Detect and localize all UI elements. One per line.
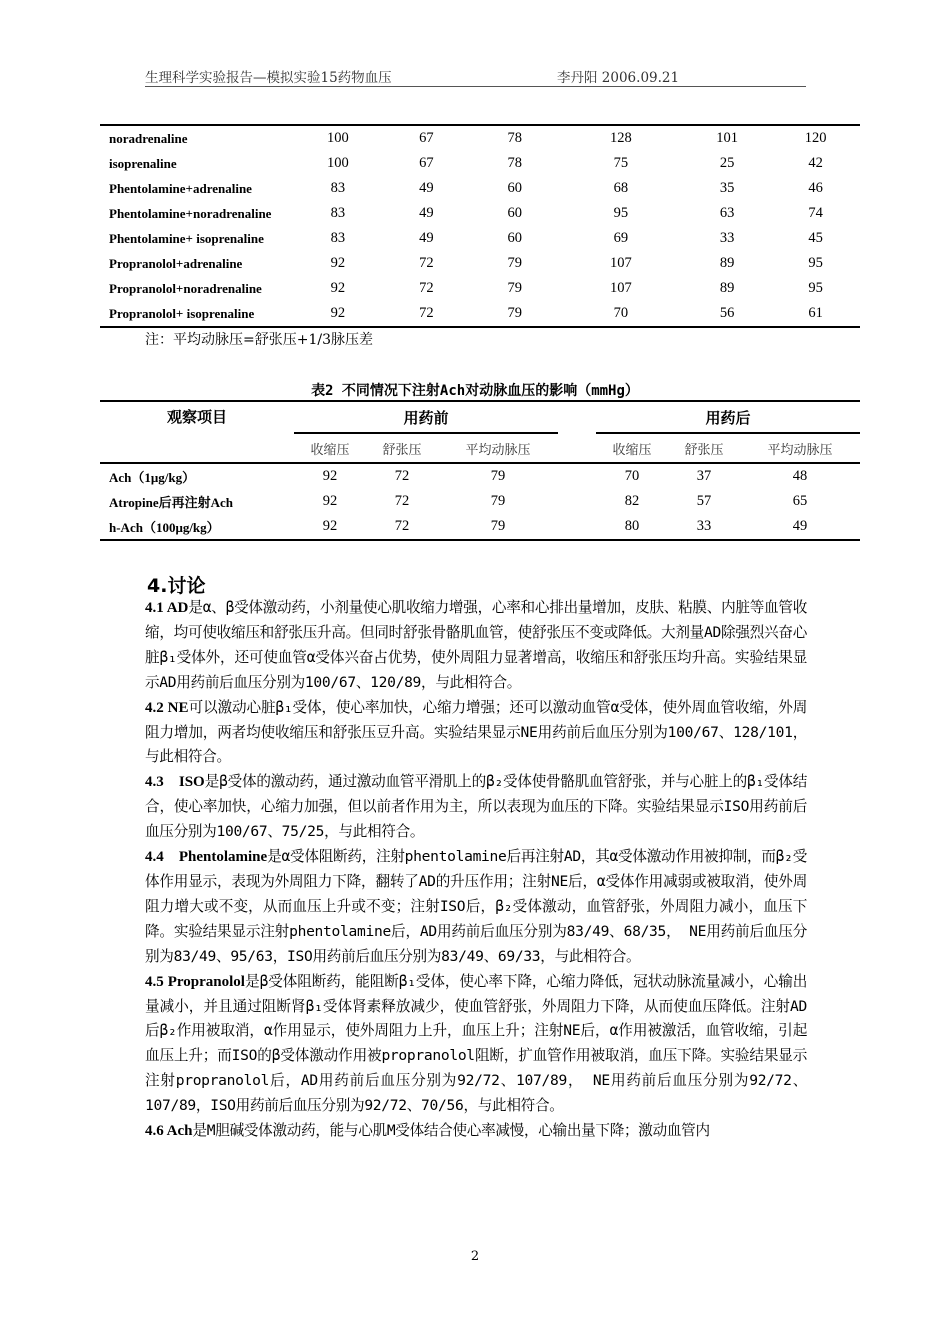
cell-value: 60 (507, 205, 522, 221)
table-row (100, 463, 860, 489)
header-author-date: 李丹阳 2006.09.21 (557, 70, 680, 86)
cell-value: 79 (490, 468, 506, 484)
table-row (100, 176, 860, 201)
cell-value: 46 (808, 180, 823, 196)
spacer (558, 514, 596, 540)
cell-value: 56 (719, 305, 735, 321)
cell-value: 92 (322, 493, 338, 509)
cell-value: 63 (719, 205, 735, 221)
paragraph-label: 4.6 Ach (145, 1123, 193, 1140)
section-heading: 4.讨论 (147, 575, 206, 597)
cell-value: 60 (507, 180, 522, 196)
table-row (100, 489, 860, 514)
row-label: Atropine后再注射Ach (109, 495, 233, 510)
col-header-item: 观察项目 (100, 401, 294, 463)
cell-value: 80 (624, 518, 640, 534)
table-note: 注：平均动脉压=舒张压+1/3脉压差 (145, 332, 373, 348)
cell-value: 79 (507, 255, 522, 271)
table-row (100, 125, 860, 151)
cell-value: 72 (419, 305, 434, 321)
table-row (100, 301, 860, 327)
cell-value: 49 (419, 230, 434, 246)
paragraph-text: 可以激动心脏β₁受体，使心率加快，心缩力增强；还可以激动血管α受体，使外周血管收缩，外周阻力增加，两者均使收缩压和舒张压豆升高。实验结果显示NE用药前后血压分别为100/67、128/101，与此相符合。 (145, 698, 807, 766)
paragraph-text: 是β受体阻断药，能阻断β₁受体，使心率下降，心缩力降低，冠状动脉流量减小，心输出量减小，并且通过阻断肾β₁受体肾素释放减少，使血管舒张，外周阻力下降，从而使血压降低。注射AD后β₂作用被取消，α作用显示，使外周阻力上升，血压上升；注射NE后，α作用被激活，血管收缩，引起血压上升；而ISO的β受体激动作用被propranolol阻断，扩血管作用被取消，血压下降。实验结果显示注射propranolol后，AD用药前后血压分别为92/72、107/89， NE用药前后血压分别为92/72、107/89，ISO用药前后血压分别为92/72、70/56，与此相符合。 (145, 972, 807, 1115)
paragraph-label: 4.3 ISO (145, 774, 205, 791)
cell-value: 100 (326, 155, 349, 171)
cell-value: 49 (419, 205, 434, 221)
cell-value: 95 (808, 255, 823, 271)
cell-value: 42 (808, 155, 823, 171)
cell-value: 45 (808, 230, 823, 246)
cell-value: 89 (719, 280, 735, 296)
cell-value: 67 (419, 155, 434, 171)
cell-value: 72 (419, 280, 434, 296)
table-row (100, 276, 860, 301)
discussion-paragraph (145, 696, 807, 771)
subheader: 收缩压 (596, 433, 668, 463)
page-number: 2 (470, 1249, 480, 1264)
cell-value: 65 (792, 493, 808, 509)
cell-value: 33 (719, 230, 735, 246)
cell-value: 83 (330, 180, 346, 196)
cell-value: 79 (507, 305, 522, 321)
cell-value: 67 (419, 130, 434, 146)
cell-value: 128 (609, 130, 632, 146)
cell-value: 100 (326, 130, 349, 146)
cell-value: 61 (808, 305, 823, 321)
row-label: Phentolamine+noradrenaline (109, 205, 272, 221)
row-label: h-Ach（100μg/kg） (109, 520, 220, 535)
row-label: Phentolamine+adrenaline (109, 180, 252, 196)
cell-value: 57 (696, 493, 712, 509)
cell-value: 68 (613, 180, 629, 196)
cell-value: 70 (624, 468, 640, 484)
group-header-after: 用药后 (596, 401, 860, 433)
group-header-before: 用药前 (294, 401, 558, 433)
cell-value: 92 (322, 518, 338, 534)
paragraph-text: 是α受体阻断药，注射phentolamine后再注射AD，其α受体激动作用被抑制，而β₂受体作用显示，表现为外周阻力下降，翻转了AD的升压作用；注射NE后，α受体作用减弱或被取消，使外周阻力增大或不变，从而血压上升或不变；注射ISO后，β₂受体激动，血管舒张，外周阻力减小，血压下降。实验结果显示注射phentolamine后，AD用药前后血压分别为83/49、68/35， NE用药前后血压分别为83/49、95/63，ISO用药前后血压分别为83/49、69/33，与此相符合。 (145, 848, 807, 965)
cell-value: 107 (609, 280, 632, 296)
paragraph-label: 4.2 NE (145, 699, 189, 716)
cell-value: 75 (613, 155, 629, 171)
cell-value: 33 (696, 518, 712, 534)
row-label: isoprenaline (109, 155, 177, 171)
cell-value: 82 (624, 493, 640, 509)
subheader: 平均动脉压 (740, 433, 860, 463)
row-label: Phentolamine+ isoprenaline (109, 230, 264, 246)
discussion-paragraph (145, 845, 807, 970)
cell-value: 72 (419, 255, 434, 271)
cell-value: 79 (507, 280, 522, 296)
cell-value: 49 (419, 180, 434, 196)
cell-value: 69 (613, 230, 629, 246)
table-row (100, 151, 860, 176)
table-2 (100, 400, 860, 541)
row-label: noradrenaline (109, 130, 188, 146)
cell-value: 79 (490, 518, 506, 534)
table-row (100, 201, 860, 226)
subheader: 舒张压 (668, 433, 740, 463)
cell-value: 79 (490, 493, 506, 509)
cell-value: 83 (330, 230, 346, 246)
row-label: Ach（1μg/kg） (109, 470, 196, 485)
cell-value: 95 (613, 205, 629, 221)
cell-value: 92 (330, 280, 346, 296)
paragraph-label: 4.1 AD (145, 600, 189, 616)
cell-value: 72 (394, 493, 410, 509)
cell-value: 49 (792, 518, 808, 534)
spacer (558, 489, 596, 514)
cell-value: 60 (507, 230, 522, 246)
table-row (100, 251, 860, 276)
cell-value: 35 (719, 180, 735, 196)
cell-value: 92 (330, 255, 346, 271)
paragraph-text: 是M胆碱受体激动药，能与心肌M受体结合使心率减慢，心输出量下降；激动血管内 (192, 1122, 710, 1140)
header-title: 生理科学实验报告—模拟实验15药物血压 (145, 70, 392, 86)
table-2-caption: 表2 不同情况下注射Ach对动脉血压的影响（mmHg） (311, 383, 639, 399)
row-label: Propranolol+ isoprenaline (109, 305, 255, 321)
discussion-paragraph (145, 1119, 807, 1144)
subheader: 舒张压 (366, 433, 438, 463)
cell-value: 120 (804, 130, 827, 146)
page-header (145, 66, 806, 87)
table-row (100, 514, 860, 540)
table-1-continued (100, 124, 860, 328)
paragraph-text: 是α、β受体激动药，小剂量使心肌收缩力增强，心率和心排出量增加，皮肤、粘膜、内脏等血管收缩，均可使收缩压和舒张压升高。但同时舒张骨骼肌血管，使舒张压不变或降低。大剂量AD除强烈兴奋心脏β₁受体外，还可使血管α受体兴奋占优势，使外周阻力显著增高，收缩压和舒张压均升高。实验结果显示AD用药前后血压分别为100/67、120/89，与此相符合。 (145, 599, 807, 691)
cell-value: 83 (330, 205, 346, 221)
cell-value: 72 (394, 518, 410, 534)
spacer (558, 463, 596, 489)
cell-value: 78 (507, 155, 522, 171)
cell-value: 78 (507, 130, 522, 146)
cell-value: 95 (808, 280, 823, 296)
cell-value: 101 (716, 130, 738, 146)
paragraph-label: 4.4 Phentolamine (145, 849, 268, 866)
row-label: Propranolol+noradrenaline (109, 280, 262, 296)
cell-value: 48 (792, 468, 808, 484)
subheader: 收缩压 (294, 433, 366, 463)
discussion-paragraph (145, 596, 807, 696)
cell-value: 37 (696, 468, 712, 484)
discussion-paragraph (145, 970, 807, 1119)
discussion-body (145, 596, 807, 1144)
cell-value: 25 (719, 155, 735, 171)
paragraph-text: 是β受体的激动药，通过激动血管平滑肌上的β₂受体使骨骼肌血管舒张，并与心脏上的β₁受体结合，使心率加快，心缩力加强，但以前者作用为主，所以表现为血压的下降。实验结果显示ISO用药前后血压分别为100/67、75/25，与此相符合。 (145, 773, 807, 841)
cell-value: 89 (719, 255, 735, 271)
cell-value: 92 (322, 468, 338, 484)
cell-value: 74 (808, 205, 823, 221)
subheader: 平均动脉压 (438, 433, 558, 463)
table-row (100, 226, 860, 251)
cell-value: 92 (330, 305, 346, 321)
paragraph-label: 4.5 Propranolol (145, 973, 245, 990)
discussion-paragraph (145, 770, 807, 845)
row-label: Propranolol+adrenaline (109, 255, 243, 271)
cell-value: 70 (613, 305, 629, 321)
cell-value: 72 (394, 468, 410, 484)
cell-value: 107 (609, 255, 632, 271)
